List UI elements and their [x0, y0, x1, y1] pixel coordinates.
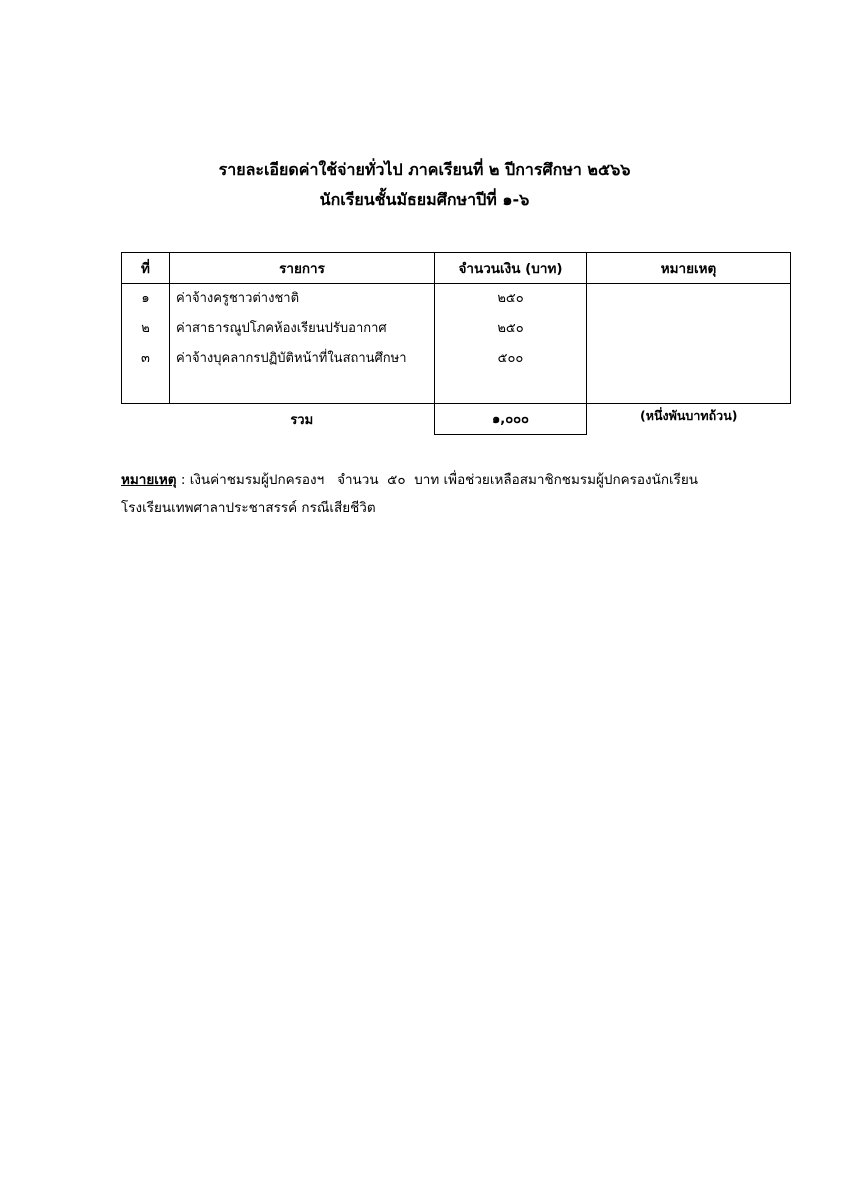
document-subtitle: นักเรียนชั้นมัธยมศึกษาปีที่ ๑-๖ — [319, 190, 530, 209]
note-line-1 — [121, 466, 761, 494]
row-number: ๒ — [141, 321, 150, 336]
item-column — [170, 284, 435, 404]
row-number: ๑ — [141, 291, 150, 306]
note-label: หมายเหตุ — [121, 472, 177, 488]
total-amount: ๑,๐๐๐ — [435, 404, 587, 435]
expense-table — [121, 252, 791, 435]
header-amount: จำนวนเงิน (บาท) — [435, 253, 587, 284]
document-title: รายละเอียดค่าใช้จ่ายทั่วไป ภาคเรียนที่ ๒ ปีการศึกษา ๒๕๖๖ — [218, 160, 631, 179]
note-line-2: โรงเรียนเทพศาลาประชาสรรค์ กรณีเสียชีวิต — [121, 500, 376, 516]
row-amount: ๒๕๐ — [497, 291, 524, 306]
amount-column — [435, 284, 587, 404]
row-amount: ๕๐๐ — [497, 351, 524, 366]
table-body-row — [122, 284, 791, 404]
remark-column — [587, 284, 791, 404]
total-in-words: (หนึ่งพันบาทถ้วน) — [640, 408, 738, 423]
total-row — [122, 404, 791, 435]
total-label: รวม — [290, 412, 314, 428]
row-item: ค่าจ้างบุคลากรปฏิบัติหน้าที่ในสถานศึกษา — [176, 351, 407, 366]
no-column — [122, 284, 170, 404]
table-header-row — [122, 253, 791, 284]
note-colon: : — [176, 472, 190, 488]
row-item: ค่าสาธารณูปโภคห้องเรียนปรับอากาศ — [176, 321, 387, 336]
header-item: รายการ — [170, 253, 435, 284]
row-number: ๓ — [141, 351, 150, 366]
note-text: เงินค่าชมรมผู้ปกครองฯ จำนวน ๕๐ บาท เพื่อช่วยเหลือสมาชิกชมรมผู้ปกครองนักเรียน — [189, 472, 699, 488]
total-spacer — [122, 404, 170, 435]
row-item: ค่าจ้างครูชาวต่างชาติ — [176, 291, 300, 306]
header-remark: หมายเหตุ — [587, 253, 791, 284]
row-amount: ๒๕๐ — [497, 321, 524, 336]
header-no: ที่ — [122, 253, 170, 284]
